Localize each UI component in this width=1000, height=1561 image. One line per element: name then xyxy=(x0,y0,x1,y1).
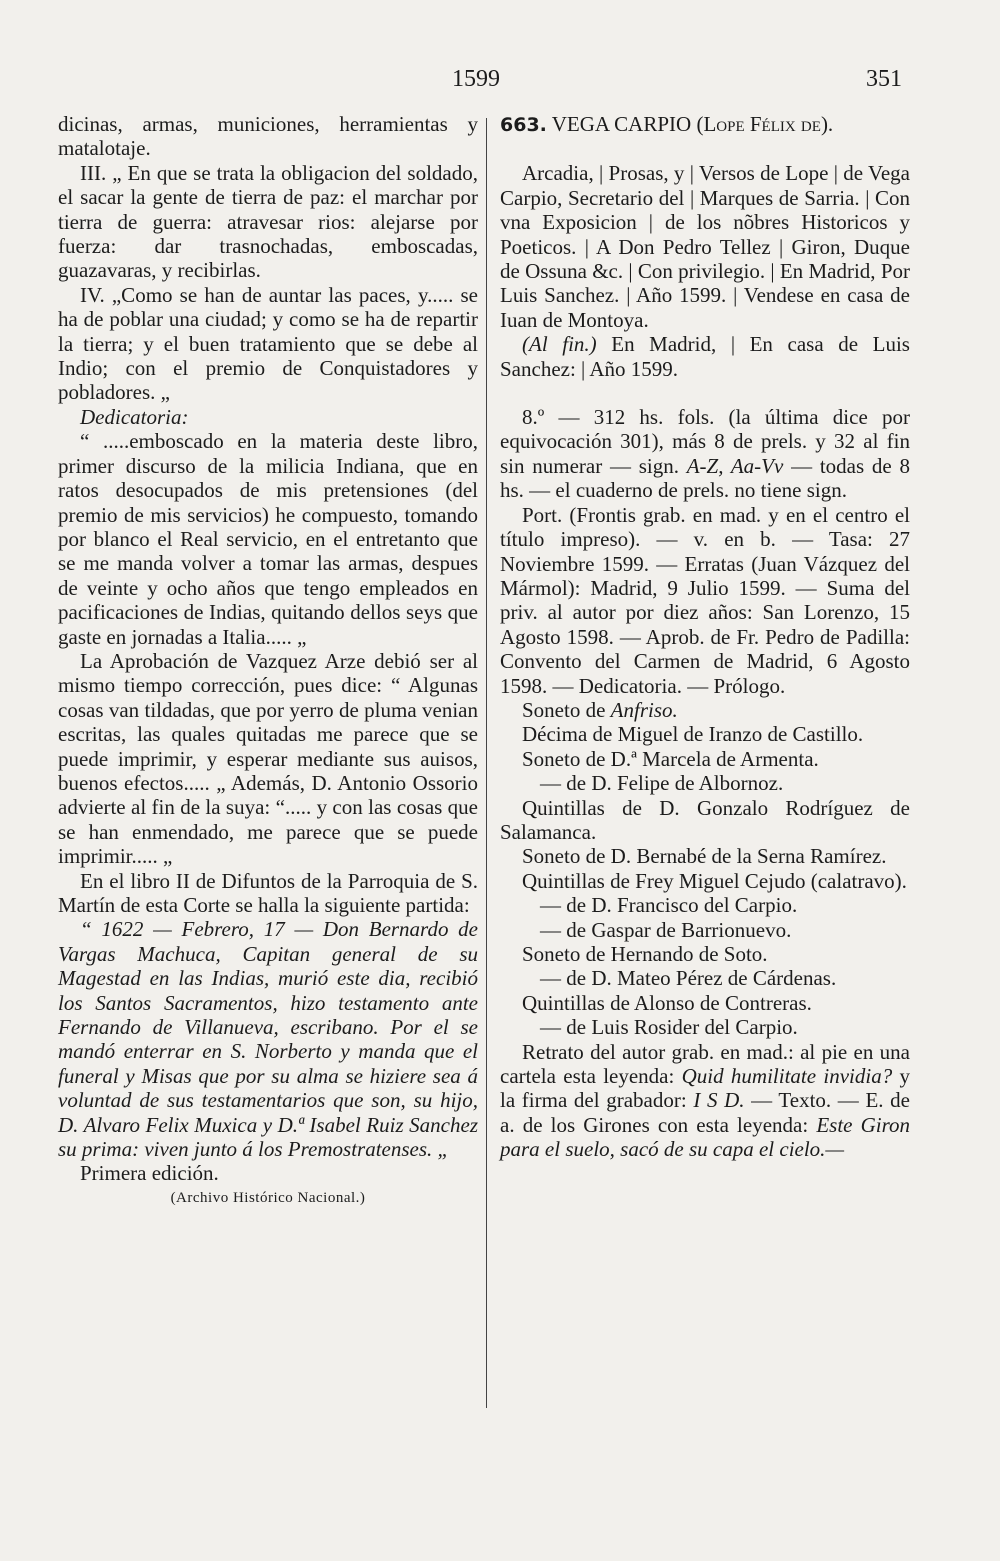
edition-note: Primera edición. xyxy=(80,1161,219,1186)
entry-author-close: ). xyxy=(820,112,834,136)
right-column xyxy=(500,112,910,1162)
contents-item: Soneto de Hernando de Soto. xyxy=(522,942,768,966)
contents-item: Quintillas de Alonso de Contreras. xyxy=(522,990,812,1015)
burial-record: “ 1622 — Febrero, 17 — Don Bernardo de Vargas Machuca, Capitan general de su Magestad en las Indias, murió este dia, recibió los Santos Sacramentos, hizo testamento ante Fernando de Villanueva, escribano. Por el se mandó enterrar en S. Norberto y manda que el funeral y Misas que por su alma se hiziere sea á voluntad de sus testamentarios que son, su hijo, D. Alvaro Felix Muxica y D.ª Isabel Ruiz Sanchez su prima: viven junto á los Premostratenses. „ xyxy=(58,917,478,1162)
contents-item: — de Luis Rosider del Carpio. xyxy=(540,1015,798,1040)
collation-text: 8.º — 312 hs. fols. (la última dice por equivocación 301), más 8 de prels. y 32 al fin sin numerar — sign. xyxy=(500,405,910,478)
arms-motto: Este Giron para el suelo, sacó de su capa el cielo.— xyxy=(500,1112,910,1162)
paragraph: La Aprobación de Vazquez Arze debió ser al mismo tiempo corrección, pues dice: “ Algunas cosas van tildadas, que por yerro de pluma venian escritas, las quales quitadas me parece que se puede imprimir, y esperar mediante sus auisos, buenos efectos..... „ Además, D. Antonio Ossorio advierte al fin de la suya: “..... y con las cosas que se han enmendado, me parece que se puede imprimir..... „ xyxy=(58,648,478,869)
item-text: Soneto de xyxy=(522,697,611,722)
contents-item xyxy=(500,698,910,722)
paragraph: IV. „Como se han de auntar las paces, y..... se ha de poblar una ciudad; y como se ha de repartir la tierra; y el buen tratamiento que se debe al Indio; con el premio de Conquistadores y pobladores. „ xyxy=(58,282,478,405)
collation-text-end: — todas de 8 hs. — el cuaderno de prels. no tiene sign. xyxy=(500,453,910,503)
paragraph: III. „ En que se trata la obligacion del soldado, el sacar la gente de tierra de paz: el marchar por tierra de guerra: atravesar rios: alejarse por fuerza: dar trasnochadas, emboscadas, guazavaras, y recibirlas. xyxy=(58,160,478,283)
entry-heading xyxy=(500,112,910,137)
column-divider xyxy=(486,118,487,1408)
portrait-text: — Texto. — E. de a. de los Girones con esta leyenda: xyxy=(500,1088,910,1137)
collation xyxy=(500,405,910,503)
portrait-note xyxy=(500,1040,910,1162)
item-name: Anfriso. xyxy=(610,697,678,722)
entry-author-name: Lope Félix de xyxy=(703,112,821,136)
contents-item: Soneto de D.ª Marcela de Armenta. xyxy=(522,746,819,771)
contents-item: — de D. Felipe de Albornoz. xyxy=(540,771,784,796)
entry-number: 663. xyxy=(500,114,547,136)
contents-item: — de Gaspar de Barrionuevo. xyxy=(540,917,792,942)
dedication-label: Dedicatoria: xyxy=(80,404,189,429)
portrait-motto: Quid humilitate invidia? xyxy=(681,1064,893,1089)
portrait-text: y la firma del grabador: xyxy=(500,1064,910,1113)
dedication-quote: “ .....emboscado en la materia deste libro, primer discurso de la milicia Indiana, que en ratos desocupados de mis pretensiones (del premio de mis servicios) he compuesto, tomando por blanco el Real servicio, en el entretanto que se me manda volver a tomar las armas, despues de veinte y ocho años que tengo empleados en pacificaciones de Indias, quitando dellos seys que gaste en jornadas a Italia..... „ xyxy=(58,429,478,649)
engraver-signature: I S D. xyxy=(693,1088,745,1113)
source-note: (Archivo Histórico Nacional.) xyxy=(170,1189,366,1206)
collation-signatures: A-Z, Aa-Vv xyxy=(686,453,784,478)
left-column xyxy=(58,112,478,1210)
contents-item: Quintillas de D. Gonzalo Rodríguez de Salamanca. xyxy=(500,795,910,844)
book-title: Arcadia, | Prosas, y | Versos de Lope | de Vega Carpio, Secretario del | Marques de Sarria. | Con vna Exposicion | de los nõbres Historicos y Poeticos. | A Don Pedro Tellez | Giron, Duque de Ossuna &c. | Con privilegio. | En Madrid, Por Luis Sanchez. | Año 1599. | Vendese en casa de Iuan de Montoya. xyxy=(500,161,910,332)
contents-item: Quintillas de Frey Miguel Cejudo (calatravo). xyxy=(522,868,907,893)
contents-item: Décima de Miguel de Iranzo de Castillo. xyxy=(522,722,864,747)
contents-item: — de D. Mateo Pérez de Cárdenas. xyxy=(540,966,837,991)
running-header-year: 1599 xyxy=(452,66,500,92)
contents-item: Soneto de D. Bernabé de la Serna Ramírez. xyxy=(522,844,887,869)
paragraph: En el libro II de Difuntos de la Parroquia de S. Martín de esta Corte se halla la siguiente partida: xyxy=(58,868,478,917)
colophon xyxy=(500,332,910,381)
colophon-label: (Al fin.) xyxy=(522,332,597,357)
entry-author: VEGA CARPIO ( xyxy=(546,112,704,136)
portrait-text: Retrato del autor grab. en mad.: al pie en una cartela esta leyenda: xyxy=(500,1039,910,1089)
contents-item: — de D. Francisco del Carpio. xyxy=(540,893,798,918)
paragraph: dicinas, armas, municiones, herramientas y matalotaje. xyxy=(58,112,478,161)
colophon-text: En Madrid, | En casa de Luis Sanchez: | Año 1599. xyxy=(500,332,910,381)
contents: Port. (Frontis grab. en mad. y en el centro el título impreso). — v. en b. — Tasa: 27 Noviembre 1599. — Erratas (Juan Vázquez del Mármol): Madrid, 9 Julio 1599. — Suma del priv. al autor por diez años: San Lorenzo, 15 Agosto 1598. — Aprob. de Fr. Pedro de Padilla: Convento del Carmen de Madrid, 6 Agosto 1598. — Dedicatoria. — Prólogo. xyxy=(500,502,910,698)
page-number: 351 xyxy=(866,66,902,92)
